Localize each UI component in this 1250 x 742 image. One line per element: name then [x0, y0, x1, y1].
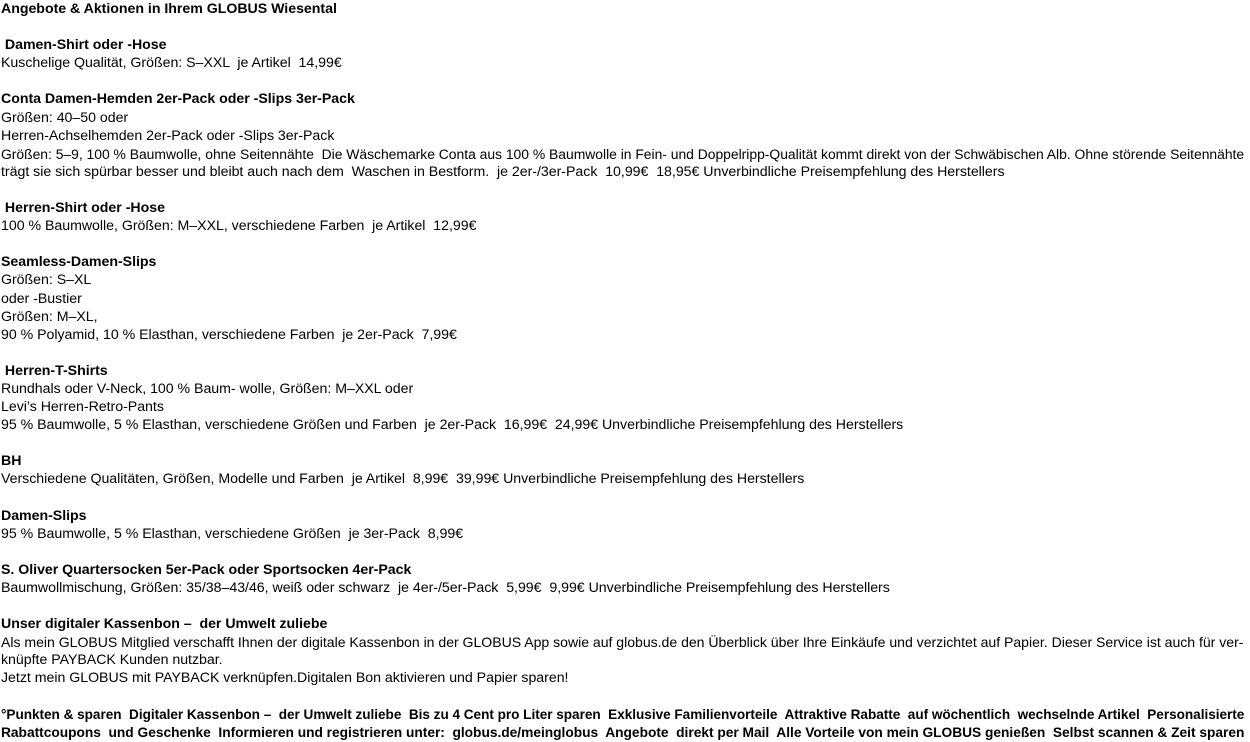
offer-block	[1, 561, 1250, 597]
offer-block	[1, 507, 1250, 543]
benefits-line: °Punkten & sparen Digitaler Kassenbon – der Umwelt zuliebe Bis zu 4 Cent pro Liter sparen Exklusive Familienvorteile Attraktive Rabatte auf wöchentlich wechselnde Artikel Personalisierte	[1, 706, 1245, 722]
offer-line: Größen: 5–9, 100 % Baumwolle, ohne Seitennähte Die Wäschemarke Conta aus 100 % Baumwolle in Fein- und Doppelripp-Qualität kommt direkt von der Schwäbischen Alb. Ohne störende Seitennähte	[1, 145, 1245, 162]
spacer	[1, 489, 1250, 507]
offer-line: Größen: 40–50 oder	[1, 109, 129, 126]
offer-line: Verschiedene Qualitäten, Größen, Modelle und Farben je Artikel 8,99€ 39,99€ Unverbindliche Preisempfehlung des Herstellers	[1, 471, 805, 488]
offer-line: Kuschelige Qualität, Größen: S–XXL je Artikel 14,99€	[1, 55, 342, 72]
offer-line: 100 % Baumwolle, Größen: M–XXL, verschiedene Farben je Artikel 12,99€	[1, 218, 477, 235]
spacer	[1, 543, 1250, 561]
offer-title: Conta Damen-Hemden 2er-Pack oder -Slips 3er-Pack	[1, 91, 355, 108]
spacer	[1, 235, 1250, 253]
spacer	[1, 181, 1250, 199]
offer-line: Größen: S–XL	[1, 272, 92, 289]
offer-line: Baumwollmischung, Größen: 35/38–43/46, weiß oder schwarz je 4er-/5er-Pack 5,99€ 9,99€ Unverbindliche Preisempfehlung des Herstellers	[1, 580, 890, 596]
offer-line: oder -Bustier	[1, 290, 82, 307]
offer-title: Herren-Shirt oder -Hose	[1, 200, 165, 217]
spacer	[1, 597, 1250, 615]
offer-title: Damen-Shirt oder -Hose	[1, 37, 167, 54]
spacer	[1, 688, 1250, 706]
page-title: Angebote & Aktionen in Ihrem GLOBUS Wiesental	[1, 1, 337, 17]
offer-line: Rundhals oder V-Neck, 100 % Baum- wolle, Größen: M–XXL oder	[1, 380, 414, 397]
offer-title: Damen-Slips	[1, 507, 87, 524]
receipt-line: Jetzt mein GLOBUS mit PAYBACK verknüpfen.Digitalen Bon aktivieren und Papier sparen!	[1, 670, 569, 687]
offer-block	[1, 452, 1250, 488]
offer-title: Herren-T-Shirts	[1, 362, 108, 379]
offer-block	[1, 90, 1250, 180]
receipt-line: knüpfte PAYBACK Kunden nutzbar.	[1, 652, 223, 669]
offer-line: Herren-Achselhemden 2er-Pack oder -Slips 3er-Pack	[1, 127, 335, 144]
offer-line: Levi’s Herren-Retro-Pants	[1, 399, 164, 416]
offer-line: trägt sie sich spürbar besser und bleibt auch nach dem Waschen in Bestform. je 2er-/3er-Pack 10,99€ 18,95€ Unverbindliche Preisempfehlung des Herstellers	[1, 163, 1005, 180]
offer-line: 90 % Polyamid, 10 % Elasthan, verschiedene Farben je 2er-Pack 7,99€	[1, 326, 457, 343]
offer-block	[1, 36, 1250, 72]
receipt-block	[1, 615, 1250, 687]
receipt-line: Als mein GLOBUS Mitglied verschafft Ihnen der digitale Kassenbon in der GLOBUS App sowie auf globus.de den Überblick über Ihre Einkäufe und verzichtet auf Papier. Dieser Service ist auch für ver-	[1, 634, 1244, 651]
spacer	[1, 72, 1250, 90]
offer-block	[1, 253, 1250, 343]
offer-line: Größen: M–XL,	[1, 308, 98, 325]
spacer	[1, 18, 1250, 36]
spacer	[1, 434, 1250, 452]
offer-block	[1, 199, 1250, 235]
receipt-title: Unser digitaler Kassenbon – der Umwelt zuliebe	[1, 616, 328, 633]
offer-title: BH	[1, 453, 22, 470]
spacer	[1, 344, 1250, 362]
offer-block	[1, 362, 1250, 434]
benefits-block	[1, 706, 1250, 742]
benefits-line: Rabattcoupons und Geschenke Informieren und registrieren unter: globus.de/meinglobus Angebote direkt per Mail Alle Vorteile von mein GLOBUS genießen Selbst scannen & Zeit sparen	[1, 724, 1245, 740]
offer-line: 95 % Baumwolle, 5 % Elasthan, verschiedene Größen und Farben je 2er-Pack 16,99€ 24,99€ Unverbindliche Preisempfehlung des Herstellers	[1, 417, 904, 434]
offer-title: S. Oliver Quartersocken 5er-Pack oder Sportsocken 4er-Pack	[1, 561, 412, 578]
offer-title: Seamless-Damen-Slips	[1, 254, 157, 271]
offer-line: 95 % Baumwolle, 5 % Elasthan, verschiedene Größen je 3er-Pack 8,99€	[1, 525, 464, 542]
